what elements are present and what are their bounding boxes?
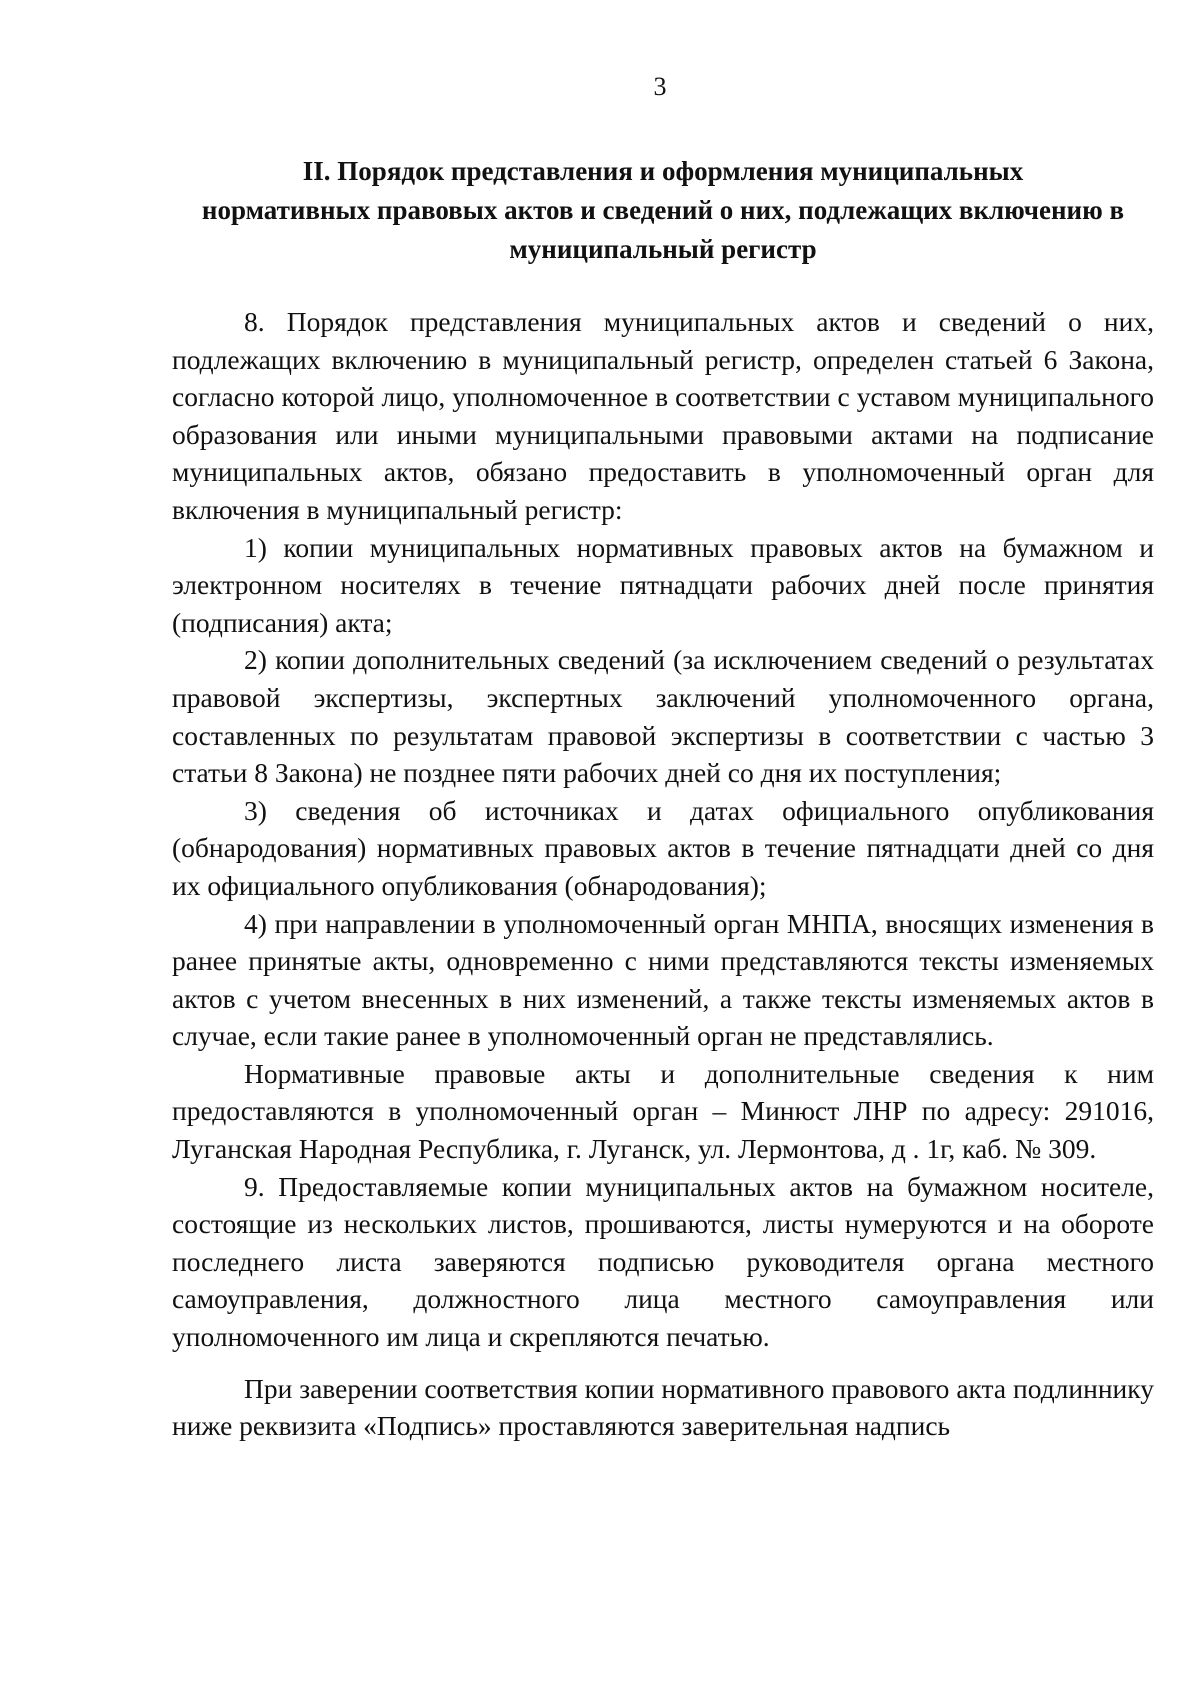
section-title-line-2: нормативных правовых актов и сведений о них, подлежащих включению в <box>201 195 1125 225</box>
paragraph-item-9: 9. Предоставляемые копии муниципальных актов на бумажном носителе, состоящие из нескольких листов, прошиваются, листы нумеруются и на обороте последнего листа заверяются подписью руководителя органа местного самоуправления, должностного лица местного самоуправления или уполномоченного им лица и скрепляются печатью. <box>172 1170 1154 1353</box>
paragraph-subitem-1: 1) копии муниципальных нормативных правовых актов на бумажном и электронном носителях в течение пятнадцати рабочих дней после принятия (подписания) акта; <box>172 531 1154 638</box>
section-title-line-1: II. Порядок представления и оформления муниципальных <box>302 156 1024 186</box>
document-body <box>172 303 1154 1445</box>
paragraph-subitem-3: 3) сведения об источниках и датах официального опубликования (обнародования) нормативных правовых актов в течение пятнадцати дней со дня их официального опубликования (обнародования); <box>172 794 1154 901</box>
paragraph-submission-address: Нормативные правовые акты и дополнительные сведения к ним предоставляются в уполномоченный орган – Минюст ЛНР по адресу: 291016, Луганская Народная Республика, г. Луганск, ул. Лермонтова, д . 1г, каб. № 309. <box>172 1057 1154 1165</box>
paragraph-item-8: 8. Порядок представления муниципальных актов и сведений о них, подлежащих включению в муниципальный регистр, определен статьей 6 Закона, согласно которой лицо, уполномоченное в соответствии с уставом муниципального образования или иными муниципальными правовыми актами на подписание муниципальных актов, обязано предоставить в уполномоченный орган для включения в муниципальный регистр: <box>172 306 1154 525</box>
section-title <box>172 152 1154 269</box>
paragraph-subitem-2: 2) копии дополнительных сведений (за исключением сведений о результатах правовой экспертизы, экспертных заключений уполномоченного органа, составленных по результатам правовой экспертизы в соответствии с частью 3 статьи 8 Закона) не позднее пяти рабочих дней со дня их поступления; <box>172 644 1154 789</box>
page-number: 3 <box>653 72 667 101</box>
paragraph-certification: При заверении соответствия копии нормативного правового акта подлиннику ниже реквизита «Подпись» проставляются заверительная надпись <box>172 1372 1154 1442</box>
section-title-line-3: муниципальный регистр <box>509 234 817 264</box>
paragraph-subitem-4: 4) при направлении в уполномоченный орган МНПА, вносящих изменения в ранее принятые акты, одновременно с ними представляются тексты изменяемых актов с учетом внесенных в них изменений, а также тексты изменяемых актов в случае, если такие ранее в уполномоченный орган не представлялись. <box>172 907 1154 1052</box>
